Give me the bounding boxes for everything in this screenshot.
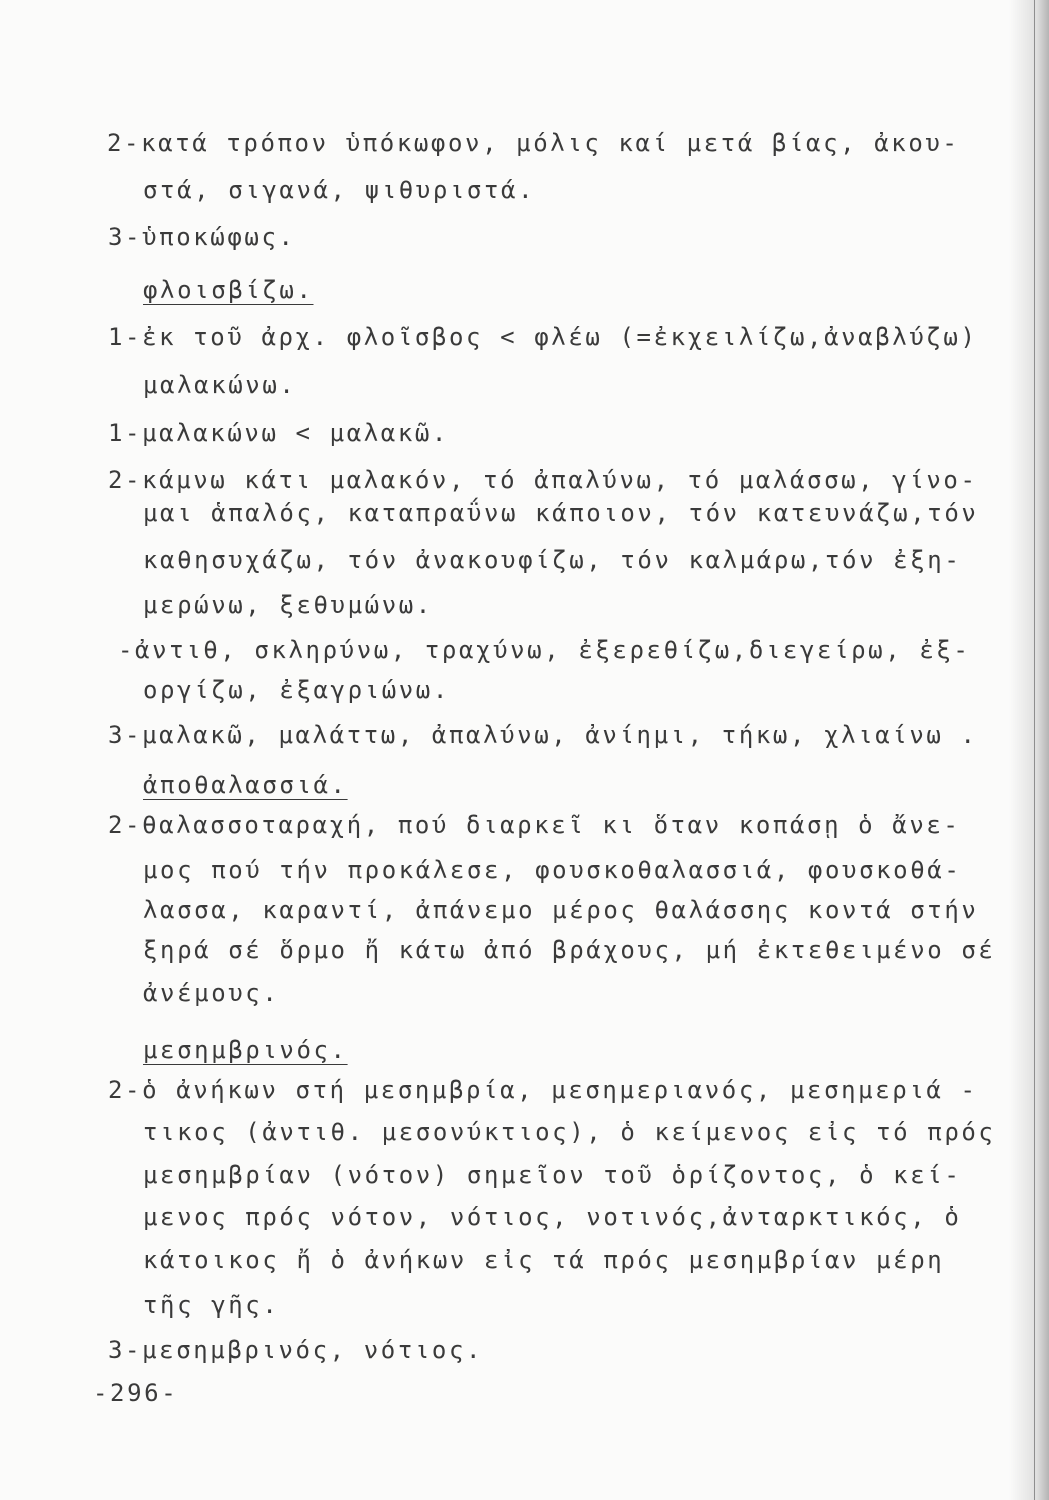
text-line-24: μεσημβρίαν (νότον) σημεῖον τοῦ ὁρίζοντος, ὁ κεί- — [143, 1161, 962, 1189]
text-line-23: τικος (ἀντιθ. μεσονύκτιος), ὁ κείμενος εἰς τό πρός — [143, 1118, 996, 1146]
text-line-8: 2-κάμνω κάτι μαλακόν, τό ἀπαλύνω, τό μαλάσσω, γίνο- — [108, 466, 978, 494]
headword-mesimvrinos: μεσημβρινός. — [143, 1036, 348, 1064]
text-line-13: οργίζω, ἐξαγριώνω. — [143, 676, 450, 704]
text-line-5: 1-ἐκ τοῦ ἀρχ. φλοῖσβος < φλέω (=ἐκχειλίζω,ἀναβλύζω) — [108, 323, 978, 351]
page-edge-line — [1034, 0, 1035, 1500]
text-line-12: -ἀντιθ, σκληρύνω, τραχύνω, ἐξερεθίζω,διεγείρω, ἐξ- — [118, 636, 971, 664]
text-line-20: ἀνέμους. — [143, 979, 280, 1007]
text-line-17: μος πού τήν προκάλεσε, φουσκοθαλασσιά, φουσκοθά- — [143, 856, 962, 884]
text-line-28: 3-μεσημβρινός, νότιος. — [108, 1336, 484, 1364]
text-line-27: τῆς γῆς. — [143, 1291, 280, 1319]
text-line-16: 2-θαλασσοταραχή, πού διαρκεῖ κι ὅταν κοπάσῃ ὁ ἄνε- — [108, 811, 961, 839]
page-edge-shadow — [1009, 0, 1049, 1500]
text-line-9: μαι ἁπαλός, καταπραΰνω κάποιον, τόν κατευνάζω,τόν — [143, 499, 979, 527]
text-line-2: στά, σιγανά, ψιθυριστά. — [143, 176, 536, 204]
text-line-25: μενος πρός νότον, νότιος, νοτινός,ἀνταρκτικός, ὁ — [143, 1203, 962, 1231]
page-number: -296- — [93, 1379, 179, 1407]
headword-floisvizo: φλοισβίζω. — [143, 276, 314, 304]
text-line-14: 3-μαλακῶ, μαλάττω, ἀπαλύνω, ἀνίημι, τήκω, χλιαίνω . — [108, 721, 978, 749]
text-line-1: 2-κατά τρόπον ὑπόκωφον, μόλις καί μετά βίας, ἀκου- — [107, 129, 960, 157]
text-line-10: καθησυχάζω, τόν ἀνακουφίζω, τόν καλμάρω,τόν ἐξη- — [143, 546, 962, 574]
headword-apothalassia: ἀποθαλασσιά. — [143, 771, 348, 799]
text-line-22: 2-ὁ ἀνήκων στή μεσημβρία, μεσημεριανός, μεσημεριά - — [108, 1076, 978, 1104]
text-line-3: 3-ὑποκώφως. — [108, 223, 296, 251]
text-line-11: μερώνω, ξεθυμώνω. — [143, 591, 433, 619]
headword-malakono: μαλακώνω. — [143, 371, 297, 399]
text-line-18: λασσα, καραντί, ἀπάνεμο μέρος θαλάσσης κοντά στήν — [143, 896, 979, 924]
text-line-26: κάτοικος ἤ ὁ ἀνήκων εἰς τά πρός μεσημβρίαν μέρη — [143, 1246, 945, 1274]
text-line-19: ξηρά σέ ὅρμο ἤ κάτω ἀπό βράχους, μή ἐκτεθειμένο σέ — [143, 936, 996, 964]
text-line-7: 1-μαλακώνω < μαλακῶ. — [108, 419, 449, 447]
